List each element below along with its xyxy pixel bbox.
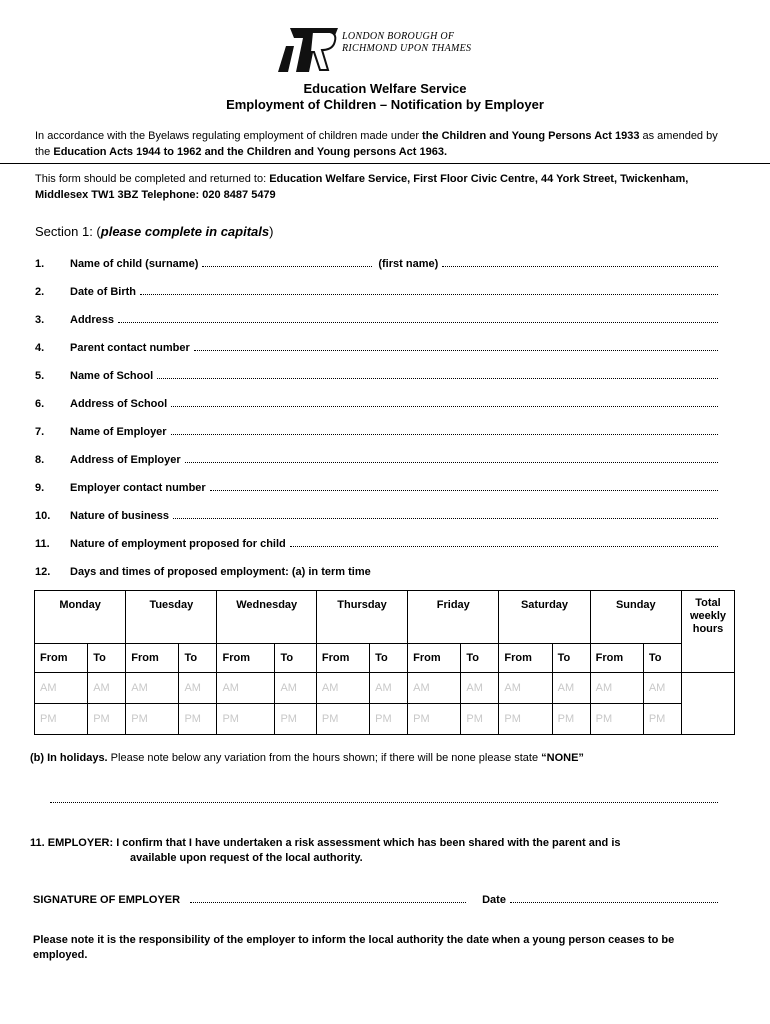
am-to-cell[interactable]: AM: [552, 673, 590, 704]
field-date-of-birth[interactable]: [35, 282, 718, 298]
signature-label: SIGNATURE OF EMPLOYER: [33, 894, 181, 906]
intro-text: In accordance with the Byelaws regulating employment of children made under: [35, 130, 423, 142]
section-close: ): [269, 224, 274, 239]
am-to-cell[interactable]: AM: [643, 673, 681, 704]
day-header-wednesday: Wednesday: [217, 591, 316, 644]
day-header-monday: Monday: [35, 591, 126, 644]
am-to-cell[interactable]: AM: [461, 673, 499, 704]
am-from-cell[interactable]: AM: [217, 673, 275, 704]
field-line[interactable]: [185, 462, 718, 463]
field-line[interactable]: [194, 350, 718, 351]
am-to-cell[interactable]: AM: [275, 673, 316, 704]
field-number: 5.: [35, 370, 45, 382]
logo-line-2: RICHMOND UPON THAMES: [342, 43, 472, 54]
holidays-line[interactable]: [50, 802, 718, 803]
to-header: To: [461, 644, 499, 673]
pm-from-cell[interactable]: PM: [126, 704, 179, 735]
field-label: Name of Employer: [70, 426, 167, 438]
from-header: From: [590, 644, 643, 673]
field-address[interactable]: [35, 310, 718, 326]
section-instruction: please complete in capitals: [100, 224, 270, 239]
field-number: 12.: [35, 566, 51, 578]
field-nature-of-employment[interactable]: [35, 534, 718, 550]
field-label: Address: [70, 314, 115, 326]
am-from-cell[interactable]: AM: [590, 673, 643, 704]
holidays-none: “NONE”: [541, 752, 584, 764]
am-to-cell[interactable]: AM: [179, 673, 217, 704]
total-weekly-hours-cell[interactable]: [682, 673, 735, 735]
from-header: From: [217, 644, 275, 673]
field-label: Date of Birth: [70, 286, 136, 298]
field-employer-name[interactable]: [35, 422, 718, 438]
pm-to-cell[interactable]: PM: [275, 704, 316, 735]
field-line[interactable]: [210, 490, 718, 491]
field-number: 9.: [35, 482, 45, 494]
intro-paragraph: [35, 128, 735, 160]
to-header: To: [88, 644, 126, 673]
field-number: 3.: [35, 314, 45, 326]
pm-to-cell[interactable]: PM: [461, 704, 499, 735]
day-header-sunday: Sunday: [590, 591, 681, 644]
return-text: This form should be completed and returned to:: [35, 173, 270, 185]
field-line[interactable]: [157, 378, 718, 379]
to-header: To: [179, 644, 217, 673]
council-logo-mark: [276, 26, 340, 74]
pm-to-cell[interactable]: PM: [643, 704, 681, 735]
pm-to-cell[interactable]: PM: [552, 704, 590, 735]
field-line[interactable]: [171, 406, 718, 407]
field-number: 11.: [35, 538, 50, 550]
pm-from-cell[interactable]: PM: [316, 704, 369, 735]
am-from-cell[interactable]: AM: [126, 673, 179, 704]
section-label: Section 1: (: [35, 224, 101, 239]
field-label: Employer contact number: [70, 482, 206, 494]
am-from-cell[interactable]: AM: [35, 673, 88, 704]
council-logo: [276, 26, 496, 74]
first-name-line[interactable]: [442, 266, 718, 267]
pm-to-cell[interactable]: PM: [370, 704, 408, 735]
from-header: From: [126, 644, 179, 673]
term-time-schedule-table: [34, 590, 735, 735]
surname-line[interactable]: [202, 266, 372, 267]
field-nature-of-business[interactable]: [35, 506, 718, 522]
field-label: Name of School: [70, 370, 154, 382]
am-from-cell[interactable]: AM: [408, 673, 461, 704]
holidays-label: (b) In holidays.: [30, 752, 108, 764]
return-address-paragraph: [35, 171, 735, 203]
field-label: Address of Employer: [70, 454, 181, 466]
field-child-name[interactable]: [35, 254, 718, 270]
from-header: From: [499, 644, 552, 673]
pm-from-cell[interactable]: PM: [35, 704, 88, 735]
pm-to-cell[interactable]: PM: [88, 704, 126, 735]
holidays-text: Please note below any variation from the hours shown; if there will be none please state: [107, 752, 542, 764]
field-label: Address of School: [70, 398, 168, 410]
holidays-instruction: [30, 751, 750, 766]
field-number: 8.: [35, 454, 45, 466]
field-line[interactable]: [173, 518, 718, 519]
signature-line[interactable]: [190, 902, 466, 903]
field-line[interactable]: [290, 546, 718, 547]
field-label: Nature of business: [70, 510, 170, 522]
day-header-tuesday: Tuesday: [126, 591, 217, 644]
am-to-cell[interactable]: AM: [370, 673, 408, 704]
field-label: Days and times of proposed employment: (a) in term time: [70, 566, 371, 578]
field-label-first-name: (first name): [378, 258, 439, 270]
field-number: 4.: [35, 342, 45, 354]
field-employer-contact[interactable]: [35, 478, 718, 494]
intro-text-2: as amended by the: [35, 130, 718, 158]
total-weekly-hours-header: Total weekly hours: [682, 591, 735, 673]
from-header: From: [316, 644, 369, 673]
intro-act: the Children and Young Persons Act 1933: [422, 130, 640, 142]
am-from-cell[interactable]: AM: [316, 673, 369, 704]
declaration-line-2: available upon request of the local authority.: [130, 852, 363, 864]
field-parent-contact[interactable]: [35, 338, 718, 354]
field-school-address[interactable]: [35, 394, 718, 410]
field-employer-address[interactable]: [35, 450, 718, 466]
pm-from-cell[interactable]: PM: [590, 704, 643, 735]
field-label: Name of child (surname): [70, 258, 199, 270]
field-days-and-times: [35, 562, 718, 578]
field-line[interactable]: [118, 322, 718, 323]
field-number: 7.: [35, 426, 45, 438]
pm-to-cell[interactable]: PM: [179, 704, 217, 735]
day-header-saturday: Saturday: [499, 591, 590, 644]
field-number: 2.: [35, 286, 45, 298]
to-header: To: [275, 644, 316, 673]
from-header: From: [35, 644, 88, 673]
logo-line-1: LONDON BOROUGH OF: [342, 31, 455, 42]
date-line[interactable]: [510, 902, 718, 903]
field-line[interactable]: [171, 434, 718, 435]
section-1-heading: [35, 224, 273, 239]
field-number: 6.: [35, 398, 45, 410]
divider: [0, 163, 770, 164]
pm-from-cell[interactable]: PM: [408, 704, 461, 735]
am-to-cell[interactable]: AM: [88, 673, 126, 704]
day-header-friday: Friday: [408, 591, 499, 644]
employer-responsibility-note: Please note it is the responsibility of the employer to inform the local authority the date when a young person ceases to be employed.: [33, 934, 675, 961]
page-title: Education Welfare Service: [303, 81, 467, 96]
field-line[interactable]: [140, 294, 718, 295]
am-from-cell[interactable]: AM: [499, 673, 552, 704]
declaration-line-1: 11. EMPLOYER: I confirm that I have undertaken a risk assessment which has been shared with the parent and is: [30, 837, 621, 849]
signature-row: [33, 890, 718, 906]
page-subtitle: Employment of Children – Notification by Employer: [226, 97, 544, 112]
date-label: Date: [482, 894, 506, 906]
field-school-name[interactable]: [35, 366, 718, 382]
to-header: To: [643, 644, 681, 673]
intro-acts: Education Acts 1944 to 1962 and the Children and Young persons Act 1963.: [53, 146, 448, 158]
to-header: To: [552, 644, 590, 673]
day-header-thursday: Thursday: [316, 591, 407, 644]
return-address: Education Welfare Service, First Floor Civic Centre, 44 York Street, Twickenham, Middlesex TW1 3BZ Telephone: 020 8487 5479: [35, 173, 689, 201]
field-number: 10.: [35, 510, 51, 522]
field-label: Nature of employment proposed for child: [70, 538, 286, 550]
to-header: To: [370, 644, 408, 673]
pm-from-cell[interactable]: PM: [499, 704, 552, 735]
field-label: Parent contact number: [70, 342, 190, 354]
pm-from-cell[interactable]: PM: [217, 704, 275, 735]
from-header: From: [408, 644, 461, 673]
employer-declaration: [30, 836, 750, 866]
field-number: 1.: [35, 258, 45, 270]
